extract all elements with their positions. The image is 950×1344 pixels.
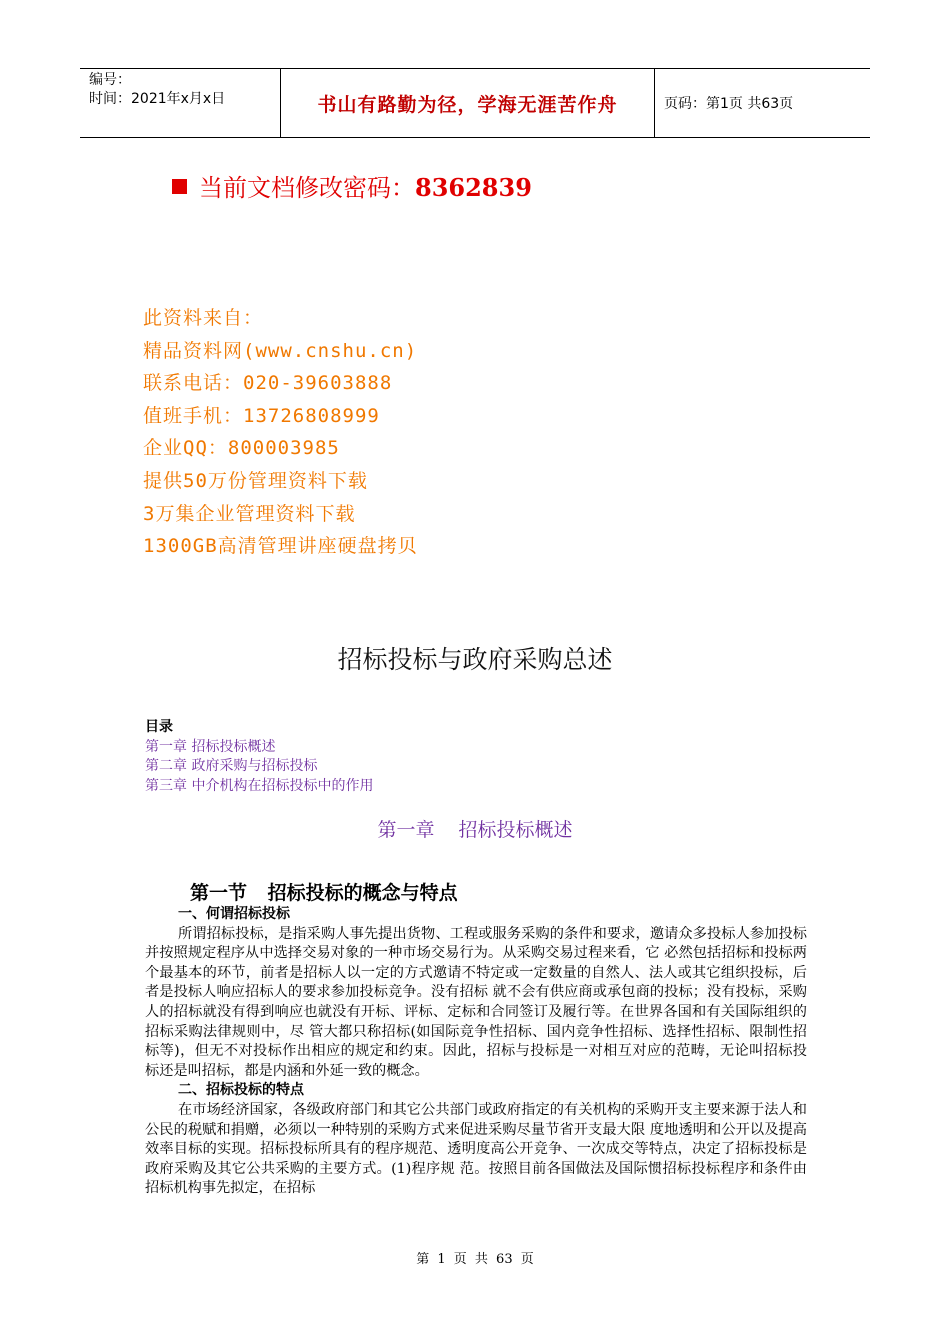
header-meta-cell xyxy=(80,69,281,137)
page-footer: 第 1 页 共 63 页 xyxy=(416,1252,534,1267)
source-line: 此资料来自： xyxy=(143,307,264,329)
table-of-contents xyxy=(145,718,373,796)
square-bullet-icon xyxy=(172,179,187,194)
source-line: 精品资料网(www.cnshu.cn) xyxy=(143,339,418,362)
source-line: 1300GB高清管理讲座硬盘拷贝 xyxy=(143,535,418,558)
toc-item[interactable]: 第一章 招标投标概述 xyxy=(145,738,276,755)
password-label: 当前文档修改密码： xyxy=(199,174,415,202)
password-notice xyxy=(172,168,532,203)
number-label: 编号： xyxy=(89,72,131,88)
source-line: 3万集企业管理资料下载 xyxy=(143,502,356,525)
source-line: 值班手机：13726808999 xyxy=(143,404,380,427)
source-line: 联系电话：020-39603888 xyxy=(143,372,393,395)
header-table xyxy=(80,68,870,138)
document-title: 招标投标与政府采购总述 xyxy=(337,645,613,674)
header-motto: 书山有路勤为径，学海无涯苦作舟 xyxy=(281,69,655,137)
toc-item[interactable]: 第三章 中介机构在招标投标中的作用 xyxy=(145,777,374,794)
toc-title: 目录 xyxy=(145,719,173,735)
subsection-heading: 二、招标投标的特点 xyxy=(178,1082,304,1099)
source-info xyxy=(143,302,418,563)
source-line: 企业QQ：800003985 xyxy=(143,437,340,460)
source-line: 提供50万份管理资料下载 xyxy=(143,469,368,492)
subsection-heading: 一、何谓招标投标 xyxy=(178,906,290,922)
header-page-info: 页码：第1页 共63页 xyxy=(664,96,794,112)
password-code: 8362839 xyxy=(415,173,532,202)
section-heading: 第一节 招标投标的概念与特点 xyxy=(190,882,458,904)
paragraph: 在市场经济国家，各级政府部门和其它公共部门或政府指定的有关机构的采购开支主要来源于法人和公民的税赋和捐赠，必须以一种特别的采购方式来促进采购尽量节省开支最大限 度地透明和公开以及提高效率目标的实现。招标投标所具有的程序规范、透明度高公开竞争、一次成交等特点，决定了招标投标是政府采购及其它公共采购的主要方式。(1)程序规 范。按照目前各国做法及国际惯招标投标程序和条件由招标机构事先拟定，在招标 xyxy=(145,1101,807,1197)
toc-item[interactable]: 第二章 政府采购与招标投标 xyxy=(145,758,318,774)
paragraph: 所谓招标投标，是指采购人事先提出货物、工程或服务采购的条件和要求，邀请众多投标人参加投标并按照规定程序从中选择交易对象的一种市场交易行为。从采购交易过程来看，它 必然包括招标和投标两个最基本的环节，前者是招标人以一定的方式邀请不特定或一定数量的自然人、法人或其它组织投标，后者是投标人响应招标人的要求参加投标竞争。没有招标 就不会有供应商或承包商的投标；没有投标，采购人的招标就没有得到响应也就没有开标、评标、定标和合同签订及履行等。在世界各国和有关国际组织的招标采购法律规则中，尽 管大都只称招标(如国际竞争性招标、国内竞争性招标、选择性招标、限制性招标等)，但无不对投标作出相应的规定和约束。因此，招标与投标是一对相互对应的范畴，无论叫招标投 标还是叫招标，都是内涵和外延一致的概念。 xyxy=(145,925,807,1079)
time-label: 时间：2021年x月x日 xyxy=(89,91,226,107)
chapter-heading: 第一章 招标投标概述 xyxy=(377,819,573,841)
body-text xyxy=(145,905,807,1199)
